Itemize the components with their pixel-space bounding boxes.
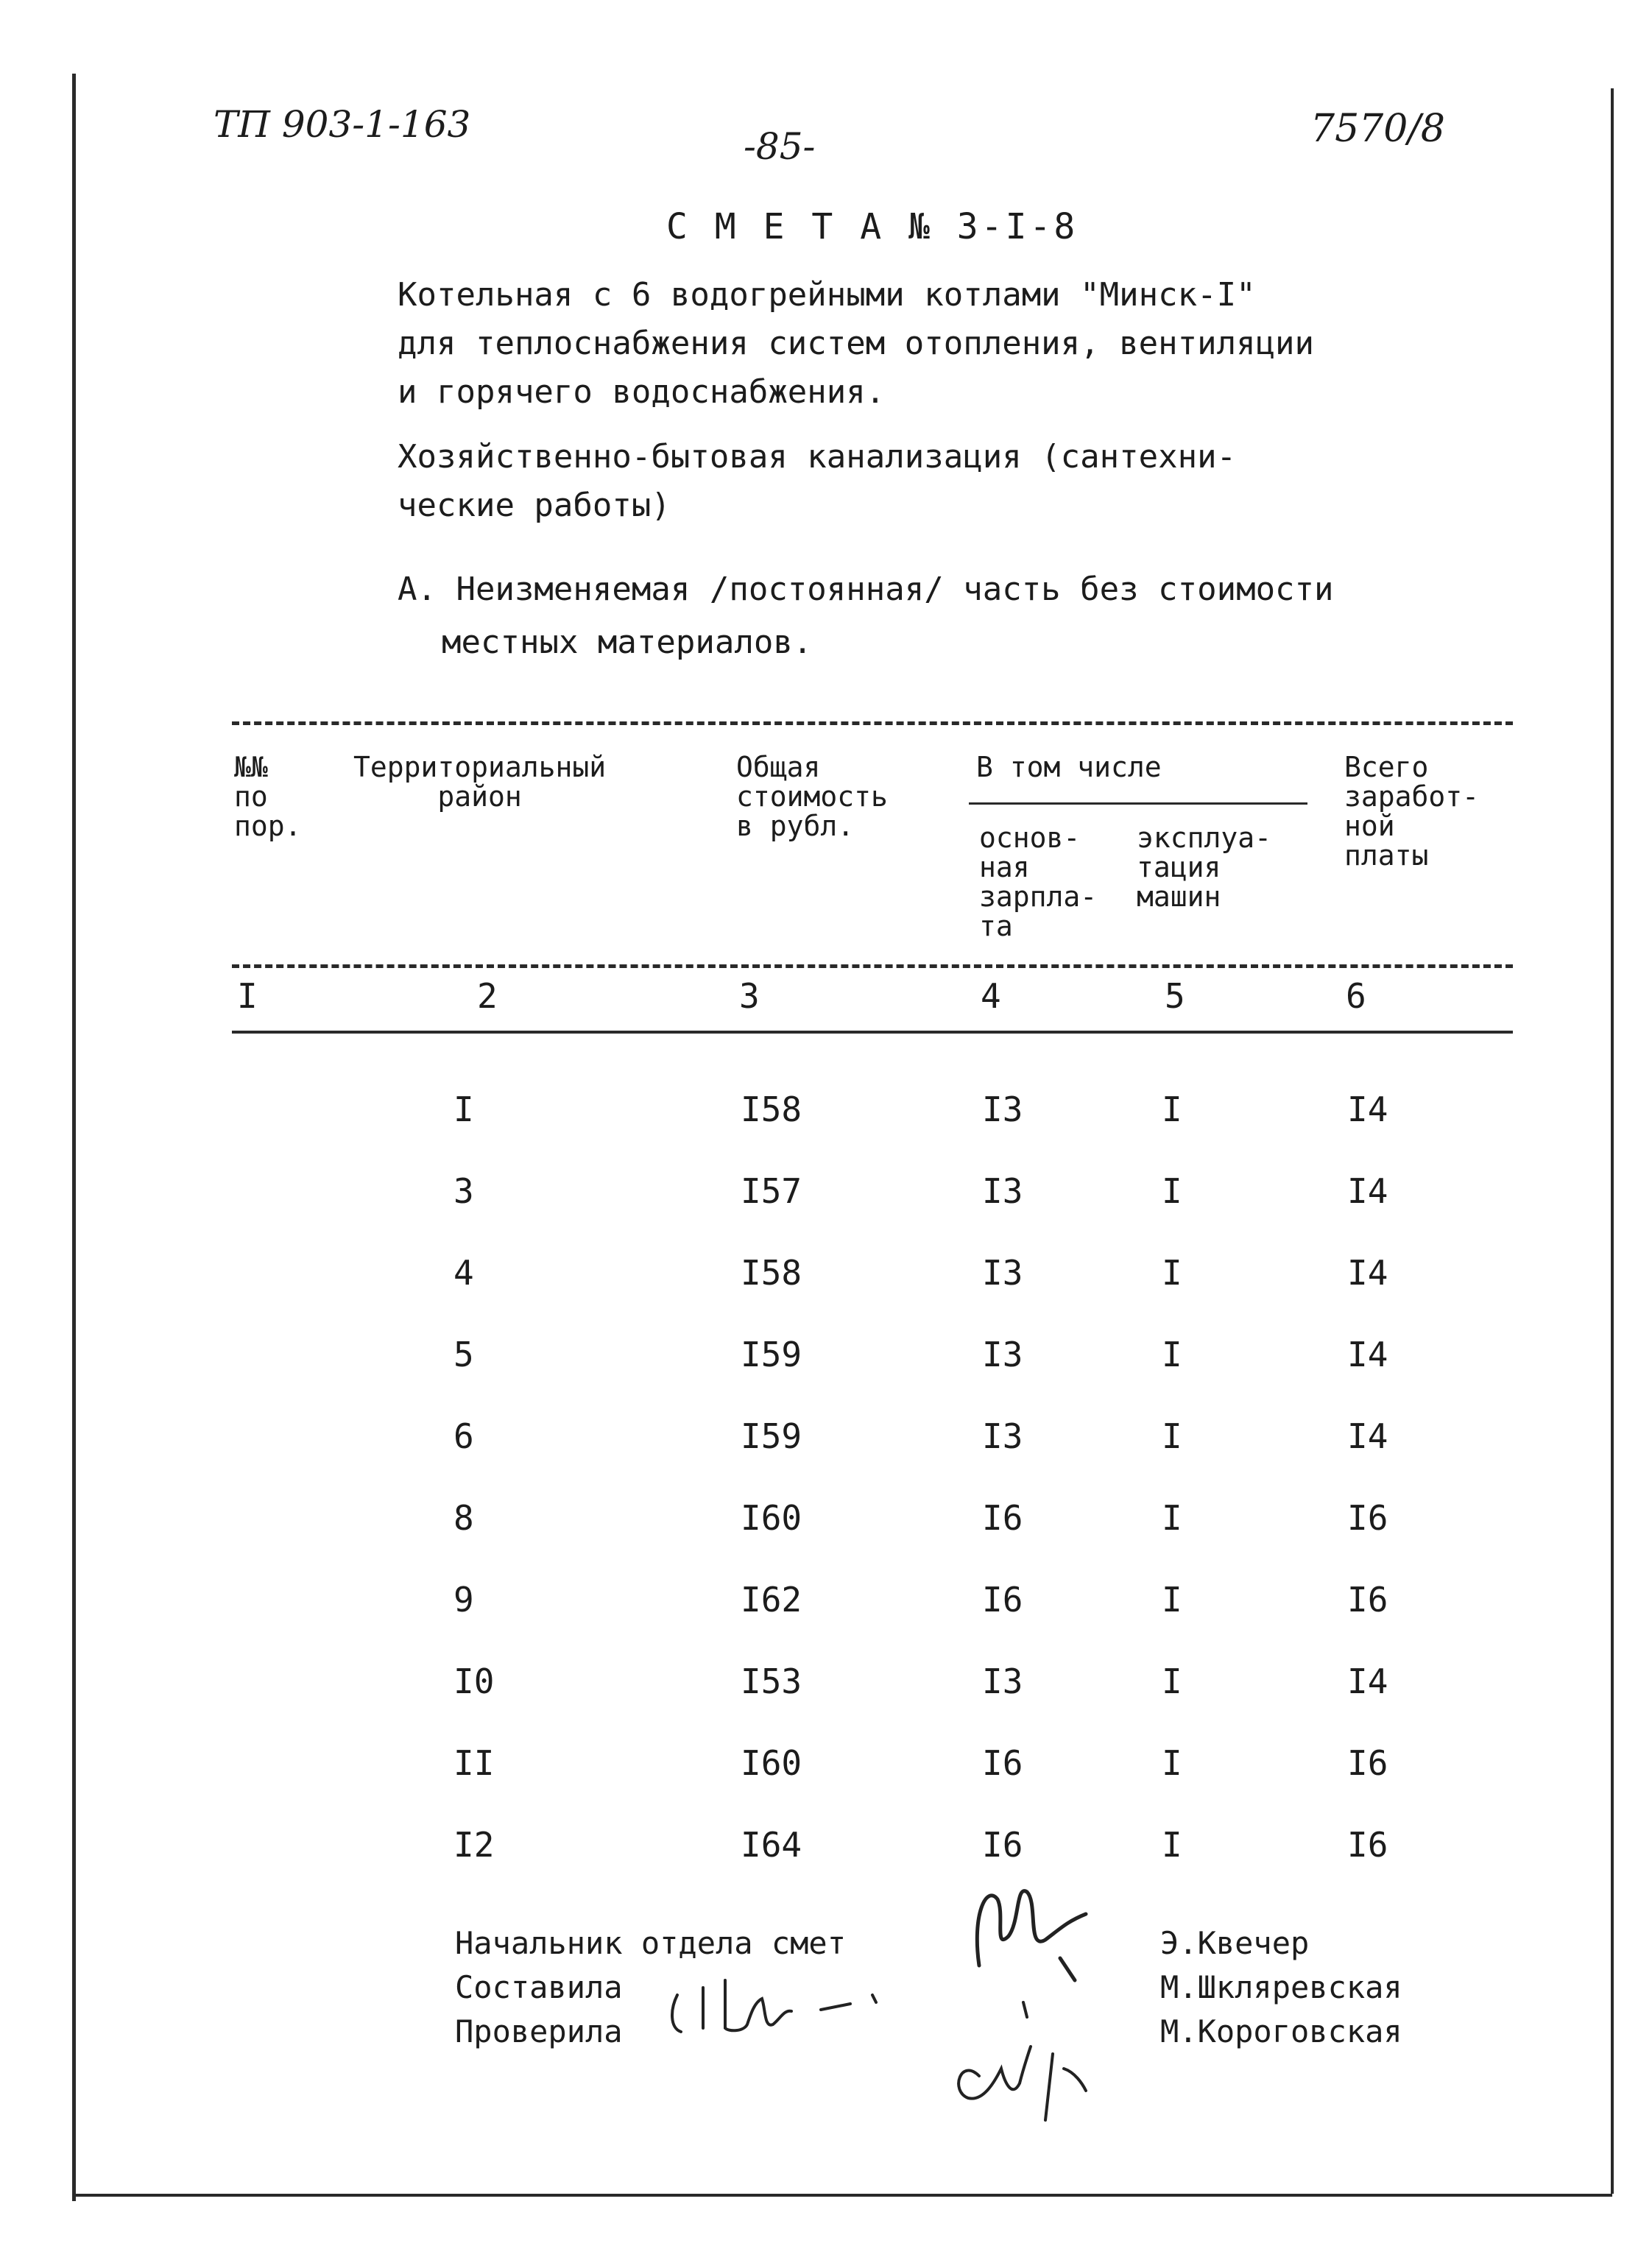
region-cell: II: [453, 1743, 495, 1783]
machine-cost-cell: I: [1162, 1171, 1182, 1211]
total-cost-cell: I59: [741, 1335, 802, 1374]
page-number: -85-: [744, 125, 816, 168]
header-col4-line: зарпла-: [979, 880, 1098, 913]
header-col2-line: Территориальный: [353, 751, 607, 783]
total-cost-cell: I58: [741, 1253, 802, 1293]
total-wage-cell: I6: [1347, 1580, 1388, 1620]
machine-cost-cell: I: [1162, 1580, 1182, 1620]
base-salary-cell: I3: [982, 1335, 1023, 1374]
total-cost-cell: I57: [741, 1171, 802, 1211]
region-cell: 6: [453, 1416, 474, 1456]
machine-cost-cell: I: [1162, 1253, 1182, 1293]
total-wage-cell: I4: [1347, 1253, 1388, 1293]
base-salary-cell: I6: [982, 1743, 1023, 1783]
base-salary-cell: I3: [982, 1253, 1023, 1293]
region-cell: 3: [453, 1171, 474, 1211]
machine-cost-cell: I: [1162, 1335, 1182, 1374]
machine-cost-cell: I: [1162, 1416, 1182, 1456]
header-col6-line: заработ-: [1344, 780, 1480, 813]
column-number: 3: [739, 976, 760, 1016]
description-line-3: и горячего водоснабжения.: [398, 373, 886, 411]
base-salary-cell: I6: [982, 1580, 1023, 1620]
region-cell: 9: [453, 1580, 474, 1620]
total-wage-cell: I6: [1347, 1825, 1388, 1865]
header-col3-line: стоимость: [736, 780, 888, 813]
total-wage-cell: I4: [1347, 1335, 1388, 1374]
region-cell: 5: [453, 1335, 474, 1374]
header-col1: [234, 752, 302, 841]
header-col3-line: Общая: [736, 751, 821, 783]
total-wage-cell: I6: [1347, 1498, 1388, 1538]
header-group-rule: [969, 802, 1307, 805]
header-col3: [736, 752, 888, 841]
total-cost-cell: I59: [741, 1416, 802, 1456]
description-line-1: Котельная с 6 водогрейными котлами "Минск-I": [398, 276, 1256, 314]
header-col4-line: основ-: [979, 822, 1081, 854]
machine-cost-cell: I: [1162, 1825, 1182, 1865]
machine-cost-cell: I: [1162, 1498, 1182, 1538]
machine-cost-cell: I: [1162, 1662, 1182, 1701]
header-col5-line: машин: [1137, 880, 1221, 913]
signature-name: М.Шкляревская: [1160, 1969, 1402, 2005]
signature-role: Проверила: [455, 2013, 623, 2049]
description-line-2: для теплоснабжения систем отопления, вентиляции: [398, 325, 1315, 362]
header-col5: [1137, 823, 1271, 911]
total-wage-cell: I4: [1347, 1090, 1388, 1129]
column-number: I: [237, 976, 258, 1016]
total-cost-cell: I60: [741, 1498, 802, 1538]
signature-role: Начальник отдела смет: [455, 1925, 847, 1961]
signature-name: Э.Квечер: [1160, 1925, 1310, 1961]
page-border-right: [1611, 88, 1614, 2194]
header-col6-line: ной: [1344, 810, 1395, 842]
column-number: 2: [477, 976, 498, 1016]
document-title: С М Е Т А № 3-I-8: [666, 206, 1079, 247]
signature-role: Составила: [455, 1969, 623, 2005]
region-cell: 8: [453, 1498, 474, 1538]
total-cost-cell: I53: [741, 1662, 802, 1701]
header-col2-line: район: [437, 780, 522, 813]
header-col4: [979, 823, 1097, 941]
total-cost-cell: I58: [741, 1090, 802, 1129]
column-number: 4: [981, 976, 1001, 1016]
base-salary-cell: I6: [982, 1498, 1023, 1538]
handwritten-signature: [935, 1988, 1104, 2135]
doc-code: ТП 903-1-163: [213, 103, 471, 146]
header-col5-line: тация: [1137, 851, 1221, 883]
header-col6-line: платы: [1344, 839, 1429, 872]
machine-cost-cell: I: [1162, 1090, 1182, 1129]
header-col1-line: пор.: [234, 810, 302, 842]
region-cell: I0: [453, 1662, 495, 1701]
header-col1-line: №№: [234, 751, 268, 783]
page-border-bottom: [74, 2194, 1612, 2197]
region-cell: I2: [453, 1825, 495, 1865]
total-wage-cell: I6: [1347, 1743, 1388, 1783]
total-wage-cell: I4: [1347, 1662, 1388, 1701]
description-line-4: Хозяйственно-бытовая канализация (сантехни-: [398, 438, 1237, 476]
base-salary-cell: I3: [982, 1171, 1023, 1211]
total-wage-cell: I4: [1347, 1171, 1388, 1211]
header-col1-line: по: [234, 780, 268, 813]
machine-cost-cell: I: [1162, 1743, 1182, 1783]
header-col5-line: эксплуа-: [1137, 822, 1272, 854]
total-cost-cell: I64: [741, 1825, 802, 1865]
section-line-2: местных материалов.: [442, 624, 813, 661]
handwritten-signature: [957, 1870, 1119, 1988]
signature-name: М.Короговская: [1160, 2013, 1402, 2049]
column-number-bottom-rule: [232, 1031, 1513, 1034]
header-col4-line: ная: [979, 851, 1030, 883]
table-top-rule: [232, 721, 1513, 725]
header-col4-line: та: [979, 910, 1013, 942]
header-col2: [353, 752, 606, 811]
description-line-5: ческие работы): [398, 487, 671, 524]
region-cell: I: [453, 1090, 474, 1129]
column-number: 5: [1165, 976, 1185, 1016]
base-salary-cell: I3: [982, 1416, 1023, 1456]
header-group: В том числе: [976, 751, 1162, 783]
total-cost-cell: I62: [741, 1580, 802, 1620]
section-line-1: А. Неизменяемая /постоянная/ часть без стоимости: [398, 571, 1334, 608]
total-cost-cell: I60: [741, 1743, 802, 1783]
base-salary-cell: I3: [982, 1662, 1023, 1701]
handwritten-signature: [663, 1958, 906, 2047]
column-number: 6: [1346, 976, 1366, 1016]
total-wage-cell: I4: [1347, 1416, 1388, 1456]
header-col6-line: Всего: [1344, 751, 1429, 783]
page-border-left: [72, 74, 76, 2201]
region-cell: 4: [453, 1253, 474, 1293]
header-col3-line: в рубл.: [736, 810, 855, 842]
sheet-code: 7570/8: [1310, 107, 1445, 151]
header-col6: [1344, 752, 1479, 870]
column-number-top-rule: [232, 964, 1513, 968]
base-salary-cell: I6: [982, 1825, 1023, 1865]
base-salary-cell: I3: [982, 1090, 1023, 1129]
